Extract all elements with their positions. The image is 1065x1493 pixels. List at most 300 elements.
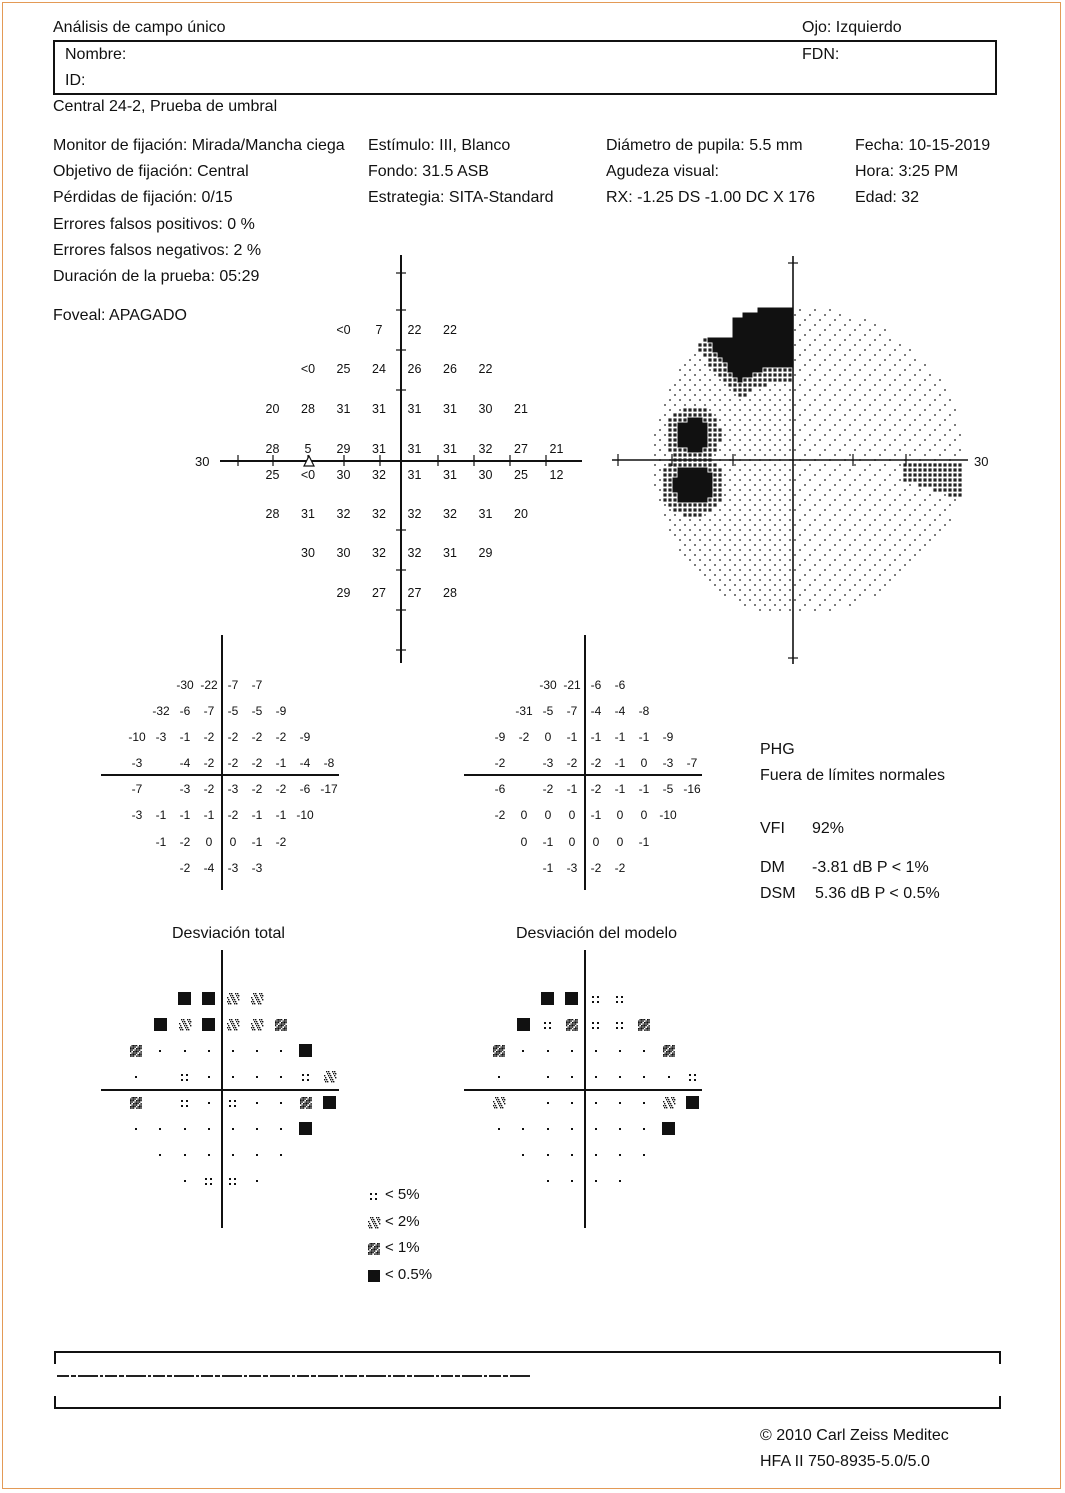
foveal: Foveal: APAGADO — [53, 307, 187, 324]
p5-symbol — [590, 992, 602, 1010]
patient-box — [53, 40, 997, 95]
total-deviation-value: -2 — [251, 756, 263, 770]
pattern-deviation-value: -2 — [494, 756, 506, 770]
pattern-deviation-value: -10 — [659, 808, 677, 822]
pattern-dev-h-axis — [464, 774, 702, 776]
threshold-value: 5 — [304, 442, 312, 456]
normal-dot — [663, 1070, 675, 1088]
threshold-value: 32 — [336, 507, 351, 521]
threshold-value: 31 — [443, 468, 457, 482]
normal-dot — [542, 1174, 554, 1192]
threshold-value: 32 — [372, 507, 386, 521]
pattern-deviation-value: -3 — [662, 756, 674, 770]
normal-dot — [130, 1122, 142, 1140]
pattern-deviation-value: -7 — [686, 756, 698, 770]
total-deviation-value: -7 — [203, 704, 215, 718]
total-deviation-value: -2 — [227, 756, 239, 770]
total-deviation-value: -10 — [296, 808, 314, 822]
normal-dot — [638, 1122, 650, 1140]
total-deviation-value: -2 — [227, 808, 239, 822]
threshold-value: 32 — [407, 507, 422, 521]
normal-dot — [130, 1070, 142, 1088]
normal-dot — [251, 1148, 263, 1166]
normal-dot — [517, 1044, 529, 1062]
md-value: -3.81 dB P < 1% — [812, 859, 929, 876]
threshold-value: 30 — [478, 402, 493, 416]
p1-symbol — [130, 1096, 142, 1114]
total-deviation-value: -1 — [155, 808, 167, 822]
pattern-deviation-value: -4 — [590, 704, 602, 718]
total-deviation-value: -2 — [275, 730, 287, 744]
p5-symbol — [542, 1018, 554, 1036]
threshold-value: 31 — [407, 468, 422, 482]
threshold-value: 32 — [478, 442, 493, 456]
fixation-monitor: Monitor de fijación: Mirada/Mancha ciega — [53, 137, 345, 154]
legend-p05-symbol — [368, 1269, 380, 1287]
pattern-deviation-value: -4 — [614, 704, 626, 718]
p5-symbol — [590, 1018, 602, 1036]
pattern-prob-h-axis — [464, 1089, 702, 1091]
threshold-axis-label-left: 30 — [195, 454, 210, 469]
pattern-deviation-value: -1 — [590, 730, 602, 744]
visual-acuity: Agudeza visual: — [606, 163, 719, 180]
pattern-deviation-value: 0 — [616, 835, 624, 849]
threshold-value: 22 — [443, 323, 457, 337]
pattern-deviation-value: -1 — [638, 730, 650, 744]
p05-symbol — [686, 1096, 699, 1114]
pattern-deviation-value: -1 — [638, 782, 650, 796]
p5-symbol — [614, 1018, 626, 1036]
total-deviation-value: -9 — [299, 730, 311, 744]
pattern-deviation-value: 0 — [520, 835, 528, 849]
pattern-deviation-value: -1 — [566, 782, 578, 796]
threshold-v-axis — [400, 255, 402, 663]
legend-p5-symbol — [368, 1189, 380, 1207]
normal-dot — [638, 1070, 650, 1088]
grayscale-axis-label-right: 30 — [974, 454, 989, 469]
normal-dot — [179, 1044, 191, 1062]
vfi-label: VFI — [760, 820, 785, 837]
p5-symbol — [687, 1070, 699, 1088]
legend-label: < 5% — [385, 1186, 420, 1203]
stimulus: Estímulo: III, Blanco — [368, 137, 511, 154]
p05-symbol — [565, 992, 578, 1010]
normal-dot — [566, 1070, 578, 1088]
pattern-deviation-value: -1 — [614, 730, 626, 744]
threshold-value: 26 — [407, 362, 422, 376]
total-deviation-value: -2 — [179, 835, 191, 849]
false-negatives: Errores falsos negativos: 2 % — [53, 242, 262, 259]
p05-symbol — [662, 1122, 675, 1140]
p1-symbol — [638, 1018, 650, 1036]
pattern-deviation-label: Desviación del modelo — [516, 925, 677, 942]
pattern-deviation-value: -1 — [566, 730, 578, 744]
fixation-losses: Pérdidas de fijación: 0/15 — [53, 189, 233, 206]
pattern-deviation-value: 0 — [544, 808, 552, 822]
threshold-value: 25 — [514, 468, 528, 482]
normal-dot — [154, 1044, 166, 1062]
total-deviation-value: -1 — [203, 808, 215, 822]
total-deviation-value: -30 — [176, 678, 194, 692]
psd-label: DSM — [760, 885, 796, 902]
normal-dot — [517, 1122, 529, 1140]
ght-label: PHG — [760, 741, 795, 758]
dob-label: FDN: — [802, 46, 840, 63]
threshold-value: 26 — [443, 362, 457, 376]
total-deviation-value: 0 — [205, 835, 213, 849]
p05-symbol — [202, 1018, 215, 1036]
total-deviation-value: 0 — [229, 835, 237, 849]
pattern-dev-v-axis — [584, 635, 586, 890]
normal-dot — [275, 1122, 287, 1140]
pattern-deviation-value: -3 — [542, 756, 554, 770]
total-deviation-value: -3 — [155, 730, 167, 744]
legend-label: < 0.5% — [385, 1265, 433, 1283]
p05-symbol — [299, 1044, 312, 1062]
signature-area — [53, 1350, 1003, 1410]
normal-dot — [251, 1070, 263, 1088]
total-deviation-value: -2 — [203, 730, 215, 744]
normal-dot — [638, 1148, 650, 1166]
copyright: © 2010 Carl Zeiss Meditec — [760, 1427, 949, 1444]
total-deviation-value: -2 — [203, 782, 215, 796]
total-deviation-value: -1 — [179, 808, 191, 822]
total-deviation-value: -2 — [227, 730, 239, 744]
p2-symbol — [227, 1018, 239, 1036]
p2-symbol — [324, 1070, 336, 1088]
device-model: HFA II 750-8935-5.0/5.0 — [760, 1453, 930, 1470]
total-deviation-value: -7 — [251, 678, 263, 692]
threshold-value: <0 — [300, 362, 316, 376]
pattern-deviation-value: -1 — [542, 835, 554, 849]
rx: RX: -1.25 DS -1.00 DC X 176 — [606, 189, 815, 206]
total-deviation-value: -4 — [179, 756, 191, 770]
vfi-value: 92% — [812, 820, 845, 837]
p5-symbol — [179, 1096, 191, 1114]
pupil-diameter: Diámetro de pupila: 5.5 mm — [606, 137, 803, 154]
pattern-deviation-value: -2 — [518, 730, 530, 744]
threshold-value: 30 — [301, 546, 315, 560]
normal-dot — [638, 1096, 650, 1114]
legend-p2-symbol — [368, 1216, 380, 1234]
total-deviation-value: -4 — [203, 861, 215, 875]
pattern-deviation-value: 0 — [616, 808, 624, 822]
total-deviation-value: -6 — [299, 782, 311, 796]
normal-dot — [227, 1148, 239, 1166]
pattern-deviation-value: 0 — [592, 835, 600, 849]
threshold-value: 22 — [407, 323, 422, 337]
normal-dot — [203, 1148, 215, 1166]
normal-dot — [614, 1044, 626, 1062]
pattern-deviation-value: -2 — [590, 782, 602, 796]
pattern-deviation-value: -5 — [542, 704, 554, 718]
background: Fondo: 31.5 ASB — [368, 163, 489, 180]
p5-symbol — [300, 1070, 312, 1088]
threshold-value: 31 — [407, 442, 422, 456]
pattern-deviation-value: 0 — [568, 835, 576, 849]
normal-dot — [590, 1070, 602, 1088]
total-deviation-value: -1 — [275, 808, 287, 822]
pattern-deviation-value: -2 — [590, 756, 602, 770]
total-deviation-value: -10 — [128, 730, 146, 744]
pattern-deviation-value: -8 — [638, 704, 650, 718]
p1-symbol — [493, 1044, 505, 1062]
pattern-deviation-value: -9 — [662, 730, 674, 744]
total-deviation-value: -1 — [155, 835, 167, 849]
normal-dot — [566, 1122, 578, 1140]
threshold-value: 28 — [443, 586, 457, 600]
normal-dot — [638, 1044, 650, 1062]
threshold-value: 31 — [443, 442, 457, 456]
pattern-deviation-value: -6 — [614, 678, 626, 692]
normal-dot — [179, 1148, 191, 1166]
pattern-deviation-value: -1 — [614, 756, 626, 770]
total-deviation-value: -32 — [152, 704, 170, 718]
threshold-value: 27 — [372, 586, 386, 600]
total-deviation-value: -6 — [179, 704, 191, 718]
total-prob-v-axis — [221, 950, 223, 1228]
threshold-value: 21 — [514, 402, 528, 416]
normal-dot — [590, 1148, 602, 1166]
normal-dot — [275, 1148, 287, 1166]
threshold-value: 31 — [301, 507, 315, 521]
pattern-prob-v-axis — [584, 950, 586, 1228]
normal-dot — [614, 1096, 626, 1114]
p2-symbol — [179, 1018, 191, 1036]
threshold-value: 29 — [336, 442, 351, 456]
pattern-deviation-value: -1 — [614, 782, 626, 796]
total-deviation-value: -22 — [200, 678, 218, 692]
fixation-target: Objetivo de fijación: Central — [53, 163, 249, 180]
normal-dot — [590, 1044, 602, 1062]
eye-label: Ojo: Izquierdo — [802, 19, 902, 36]
p5-symbol — [203, 1174, 215, 1192]
pattern-deviation-value: -1 — [590, 808, 602, 822]
pattern-deviation-value: -21 — [563, 678, 581, 692]
total-dev-h-axis — [101, 774, 339, 776]
p05-symbol — [178, 992, 191, 1010]
normal-dot — [542, 1148, 554, 1166]
p1-symbol — [663, 1044, 675, 1062]
pattern-deviation-value: -30 — [539, 678, 557, 692]
false-positives: Errores falsos positivos: 0 % — [53, 216, 255, 233]
normal-dot — [251, 1044, 263, 1062]
normal-dot — [251, 1096, 263, 1114]
threshold-value: 21 — [549, 442, 564, 456]
total-deviation-value: -7 — [227, 678, 239, 692]
threshold-value: 31 — [407, 402, 422, 416]
normal-dot — [566, 1096, 578, 1114]
normal-dot — [227, 1122, 239, 1140]
threshold-value: 22 — [478, 362, 493, 376]
p1-symbol — [275, 1018, 287, 1036]
threshold-value: 32 — [407, 546, 422, 560]
normal-dot — [542, 1122, 554, 1140]
normal-dot — [179, 1174, 191, 1192]
pattern-deviation-value: -2 — [590, 861, 602, 875]
pattern-deviation-value: -7 — [566, 704, 578, 718]
pattern-deviation-value: -6 — [590, 678, 602, 692]
normal-dot — [614, 1070, 626, 1088]
pattern-deviation-value: -2 — [566, 756, 578, 770]
threshold-value: 31 — [372, 402, 386, 416]
total-deviation-value: -4 — [299, 756, 311, 770]
threshold-value: <0 — [336, 323, 351, 337]
threshold-value: 31 — [443, 546, 457, 560]
p2-symbol — [493, 1096, 505, 1114]
normal-dot — [493, 1070, 505, 1088]
total-deviation-value: -8 — [323, 756, 335, 770]
p05-symbol — [154, 1018, 167, 1036]
total-deviation-value: -3 — [131, 756, 143, 770]
patient-age: Edad: 32 — [855, 189, 920, 206]
threshold-value: 28 — [301, 402, 315, 416]
normal-dot — [275, 1070, 287, 1088]
threshold-value: 12 — [549, 468, 564, 482]
p05-symbol — [202, 992, 215, 1010]
normal-dot — [251, 1174, 263, 1192]
p5-symbol — [614, 992, 626, 1010]
pattern-deviation-value: -2 — [614, 861, 626, 875]
p1-symbol — [566, 1018, 578, 1036]
threshold-value: 32 — [372, 546, 386, 560]
pattern-deviation-value: 0 — [568, 808, 576, 822]
threshold-value: 28 — [265, 442, 280, 456]
normal-dot — [614, 1174, 626, 1192]
normal-dot — [517, 1148, 529, 1166]
threshold-value: 24 — [372, 362, 386, 376]
normal-dot — [493, 1122, 505, 1140]
total-deviation-value: -2 — [275, 782, 287, 796]
pattern-deviation-value: 0 — [544, 730, 552, 744]
p5-symbol — [227, 1096, 239, 1114]
threshold-value: 25 — [336, 362, 351, 376]
legend-label: < 2% — [385, 1212, 420, 1230]
test-duration: Duración de la prueba: 05:29 — [53, 268, 260, 285]
total-deviation-value: -5 — [227, 704, 239, 718]
pattern-deviation-value: -2 — [494, 808, 506, 822]
patient-name-label: Nombre: — [65, 46, 127, 63]
pattern-deviation-value: -5 — [662, 782, 674, 796]
p1-symbol — [300, 1096, 312, 1114]
test-type: Central 24-2, Prueba de umbral — [53, 98, 278, 115]
pattern-deviation-value: -9 — [494, 730, 506, 744]
total-deviation-value: -2 — [275, 835, 287, 849]
p2-symbol — [663, 1096, 675, 1114]
total-deviation-value: -3 — [179, 782, 191, 796]
normal-dot — [154, 1148, 166, 1166]
psd-value: 5.36 dB P < 0.5% — [815, 885, 940, 902]
normal-dot — [590, 1174, 602, 1192]
threshold-value: 30 — [336, 468, 351, 482]
threshold-value: 29 — [478, 546, 493, 560]
strategy: Estrategia: SITA-Standard — [368, 189, 554, 206]
normal-dot — [203, 1096, 215, 1114]
total-deviation-value: -1 — [275, 756, 287, 770]
total-deviation-value: -1 — [251, 808, 263, 822]
total-deviation-value: -7 — [131, 782, 143, 796]
normal-dot — [590, 1122, 602, 1140]
normal-dot — [566, 1174, 578, 1192]
p2-symbol — [251, 992, 263, 1010]
normal-dot — [227, 1044, 239, 1062]
pattern-deviation-value: -16 — [683, 782, 701, 796]
total-deviation-value: -2 — [203, 756, 215, 770]
threshold-value: 20 — [514, 507, 528, 521]
threshold-value: 32 — [443, 507, 457, 521]
pattern-deviation-value: 0 — [520, 808, 528, 822]
normal-dot — [542, 1096, 554, 1114]
pattern-deviation-value: -31 — [515, 704, 533, 718]
total-deviation-label: Desviación total — [172, 925, 285, 942]
threshold-value: 29 — [336, 586, 351, 600]
pattern-deviation-value: -3 — [566, 861, 578, 875]
normal-dot — [614, 1122, 626, 1140]
total-deviation-value: -2 — [179, 861, 191, 875]
test-time: Hora: 3:25 PM — [855, 163, 959, 180]
p05-symbol — [517, 1018, 530, 1036]
threshold-value: 25 — [265, 468, 280, 482]
test-date: Fecha: 10-15-2019 — [855, 137, 991, 154]
threshold-value: 28 — [265, 507, 280, 521]
p2-symbol — [227, 992, 239, 1010]
normal-dot — [275, 1044, 287, 1062]
p5-symbol — [179, 1070, 191, 1088]
grayscale-map — [0, 0, 1, 1]
total-deviation-value: -1 — [251, 835, 263, 849]
normal-dot — [614, 1148, 626, 1166]
total-deviation-value: -3 — [251, 861, 263, 875]
normal-dot — [542, 1070, 554, 1088]
normal-dot — [203, 1044, 215, 1062]
p05-symbol — [299, 1122, 312, 1140]
normal-dot — [203, 1122, 215, 1140]
normal-dot — [542, 1044, 554, 1062]
pattern-deviation-value: 0 — [640, 756, 648, 770]
legend-p1-symbol — [368, 1242, 380, 1260]
total-deviation-value: -9 — [275, 704, 287, 718]
total-deviation-value: -3 — [131, 808, 143, 822]
total-deviation-value: -3 — [227, 861, 239, 875]
threshold-value: 20 — [265, 402, 280, 416]
threshold-value: 31 — [478, 507, 493, 521]
threshold-value: 31 — [443, 402, 457, 416]
normal-dot — [590, 1096, 602, 1114]
p05-symbol — [323, 1096, 336, 1114]
total-deviation-value: -2 — [251, 730, 263, 744]
normal-dot — [251, 1122, 263, 1140]
total-deviation-value: -2 — [251, 782, 263, 796]
threshold-value: 32 — [372, 468, 386, 482]
patient-id-label: ID: — [65, 72, 86, 89]
normal-dot — [227, 1070, 239, 1088]
normal-dot — [203, 1070, 215, 1088]
p5-symbol — [227, 1174, 239, 1192]
threshold-value: 27 — [514, 442, 528, 456]
threshold-value: <0 — [300, 468, 316, 482]
total-dev-v-axis — [221, 635, 223, 890]
threshold-value: 31 — [372, 442, 386, 456]
threshold-value: 27 — [407, 586, 422, 600]
normal-dot — [566, 1148, 578, 1166]
pattern-deviation-value: 0 — [640, 808, 648, 822]
total-deviation-value: -3 — [227, 782, 239, 796]
total-prob-h-axis — [101, 1089, 339, 1091]
p2-symbol — [251, 1018, 263, 1036]
threshold-value: 30 — [478, 468, 493, 482]
pattern-deviation-value: -1 — [542, 861, 554, 875]
p05-symbol — [541, 992, 554, 1010]
